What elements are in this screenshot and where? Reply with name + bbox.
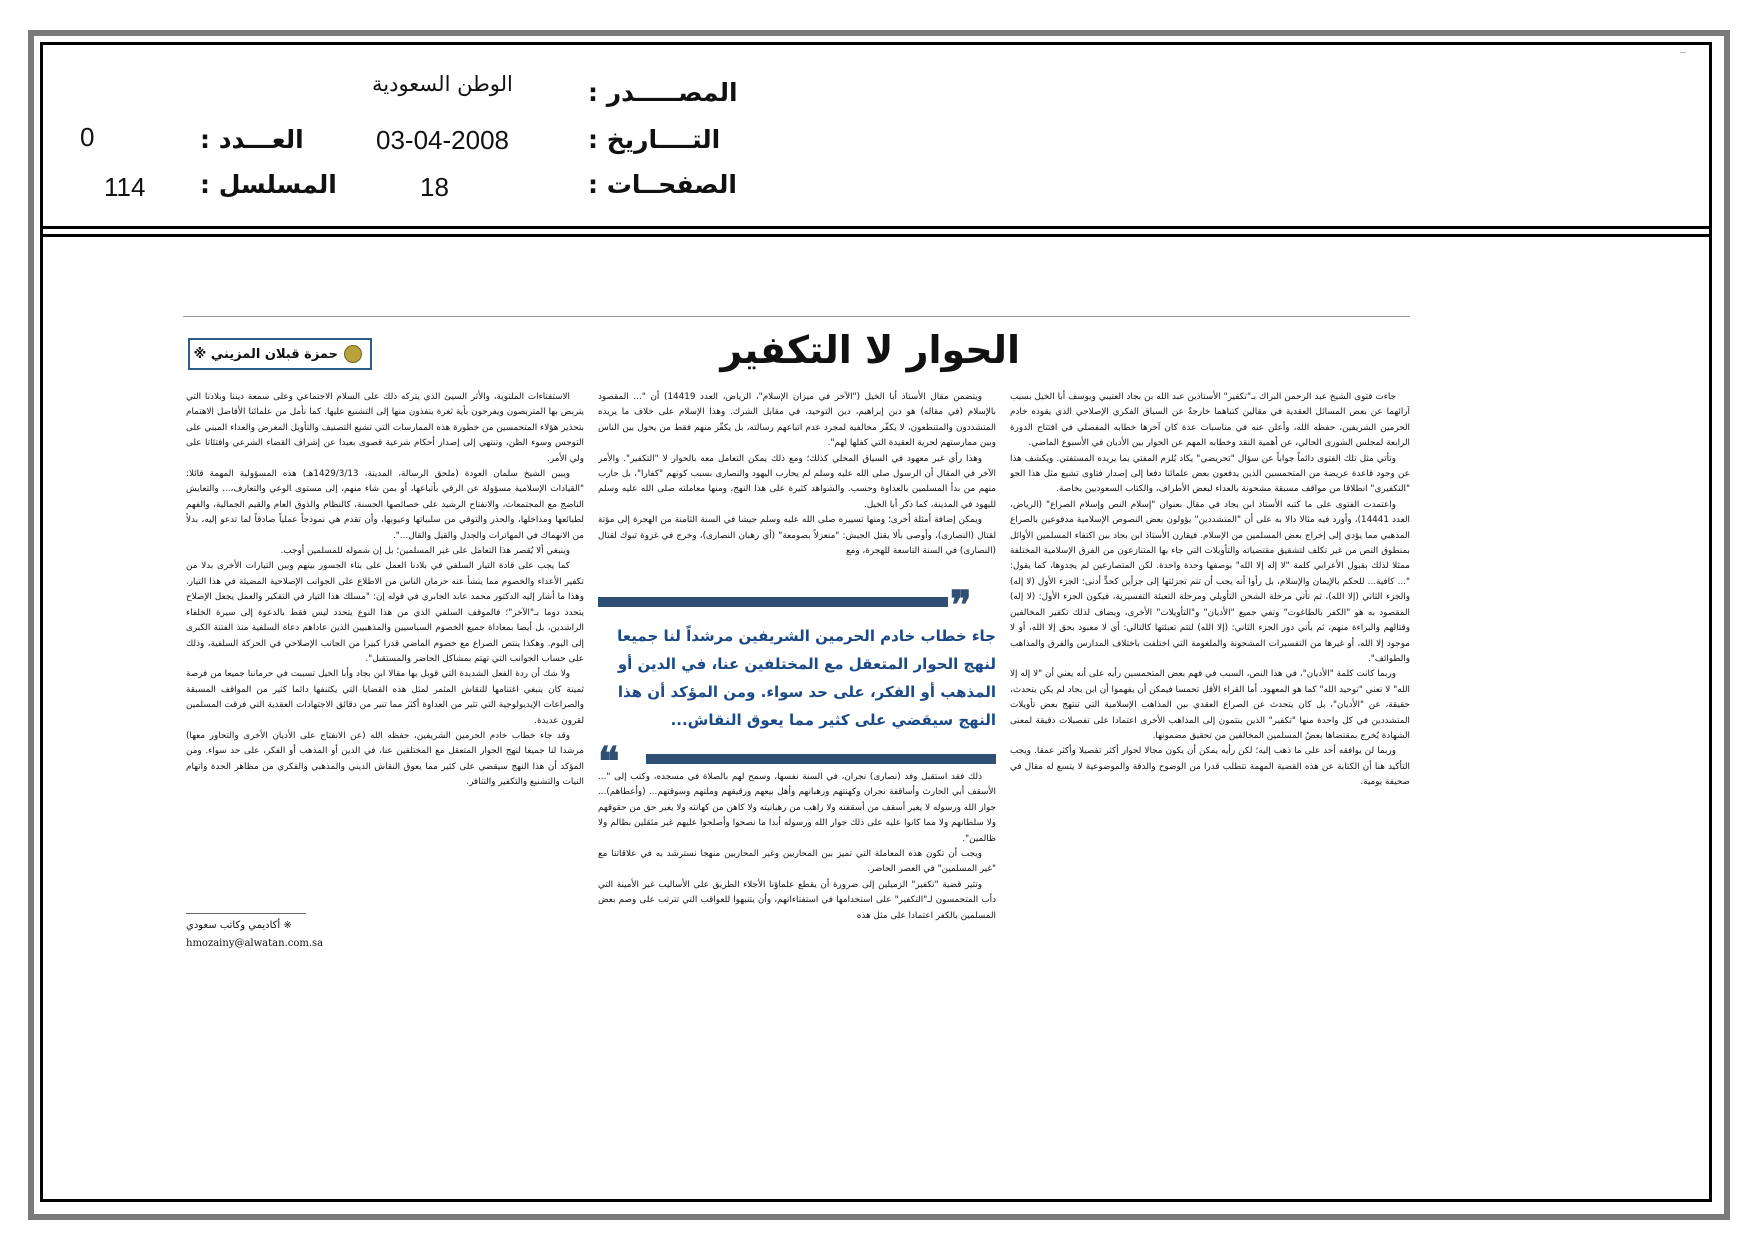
paragraph: ويتضمن مقال الأستاذ أبا الخيل ("الآخر في ميزان الإسلام"، الرياض، العدد 14419) أن "... المقصود بالإسلام (في مقاله) هو دين إبراهيم، دين التوحيد، في مقابل الشرك. وهذا الإسلام على خلاف ما يريده المتشددون والمتنطعون، لا يكفّر مخالفيه لمجرد عدم اتباعهم رسالته، بل يكفّر منهم فقط من يحول بين الناس وبين ممارستهم لحرية العقيدة التي كفلها لهم". — [598, 392, 996, 449]
paragraph: وربما كانت كلمة "الأديان"، في هذا النص، السبب في فهم بعض المتحمسين رأيه على أنه يعني أن "لا إله إلا الله" لا تعني "توحيد الله" كما هو المعهود. أما القراء الأقل تحمسا فيمكن أن يفهموا أن ابن بجاد لم يكن يتحدث، حقيقة، عن "الأديان"، بل كان يتحدث عن الصراع العقدي بين المذاهب الإسلامية التي تنتهج بعض تأويلات المتشددين في كل واحدة منها "تكفير" الذين ينتمون إلى المذاهب الأخرى اعتمادا على تفصيلات دقيقة لمعنى الشهادة يُخرج بمقتضاها بعضُ المسلمين المخالفين من تحقيق مضمونها. — [1010, 669, 1410, 741]
pages-value: 18 — [420, 172, 449, 202]
issue-label: العـــدد : — [200, 125, 304, 154]
article-column-middle-bottom — [598, 770, 996, 960]
pull-quote: جاء خطاب خادم الحرمين الشريفين مرشداً لنا جميعا لنهج الحوار المتعقل مع المختلفين عنا، في الدين أو المذهب أو الفكر، على حد سواء. ومن المؤكد أن هذا النهج سيقضي على كثير مما يعوق النقاش... — [617, 627, 996, 729]
paragraph: وقد جاء خطاب خادم الحرمين الشريفين، حفظه الله (عن الانفتاح على الأديان الأخرى والتحاور معها) مرشدا لنا جميعا لنهج الحوار المتعقل مع المختلفين عنا، في الدين أو المذهب أو الفكر، على حد سواء. ومن المؤكد أن هذا النهج سيقضي على كثير مما يعوق النقاش الديني والمذهبي والفكري من مظاهر الحدة واتهام النيات والتشنيع والتكفير والتنافر. — [186, 730, 584, 788]
quote-close-icon: ❝ — [598, 738, 620, 785]
paragraph: وهذا رأي غير معهود في السياق المحلي كذلك؛ ومع ذلك يمكن التعامل معه بالحوار لا "التكفير". والأمر الآخر في المقال أن الرسول صلى الله عليه وسلم لم يحارب اليهود والنصارى بسبب كونهم "كفارا"، بل حارب منهم من بدأ المسلمين بالعداوة وحسب. والشواهد كثيرة على هذا النهج، ومنها معاملته صلى الله عليه وسلم لليهود في المدينة، كما ذكر أبا الخيل. — [598, 453, 996, 510]
author-name: حمزة قبلان المزيني ※ — [193, 346, 338, 362]
paragraph: جاءت فتوى الشيخ عبد الرحمن البراك بـ"تكفير" الأستاذين عبد الله بن بجاد العتيبي ويوسف أبا الخيل بسبب آرائهما عن بعض المسائل العقدية في مقالين كتباهما خارجةً عن السياق الفكري الإصلاحي الذي يقوده خادم الحرمين الشريفين، حفظه الله، وأعلن عنه في مناسبات عدة كان آخرها خطابه المفصلي في افتتاح الدورة الرابعة لمجلس الشورى الحالي، عن أهمية النقد وخطابه المهم عن الحوار بين الأديان في الأسبوع الماضي. — [1010, 392, 1410, 449]
quote-open-icon: ❞ — [950, 582, 972, 629]
footnote-rule — [186, 913, 306, 914]
pull-quote-top-bar — [598, 597, 948, 607]
serial-value: 114 — [104, 172, 146, 202]
date-label: التــــاريخ : — [588, 125, 721, 154]
article-column-right — [1010, 390, 1410, 950]
author-logo-icon — [344, 345, 362, 363]
paragraph: وتثير قضية "تكفير" الزميلين إلى ضرورة أن يقطع علماؤنا الأجلاء الطريق على الأساليب غير الأمينة التي دأب المتحمسون لـ"التكفير" على استخدامها في استفتاءاتهم، وأن يتنبهوا للعواقب التي تترتب على وصم بعض المسلمين بالكفر اعتمادا على مثل هذه — [598, 879, 996, 921]
date-value: 03-04-2008 — [376, 125, 509, 155]
author-footnote: ※ أكاديمي وكاتب سعودي — [186, 920, 292, 931]
article-column-left — [186, 390, 584, 905]
issue-value: 0 — [80, 122, 95, 152]
paragraph: وينبغي ألا يُقصر هذا التعامل على غير المسلمين؛ بل إن شموله للمسلمين أوجب. — [280, 546, 570, 557]
header-separator-2 — [40, 234, 1712, 237]
article-column-middle-top — [598, 390, 996, 590]
paragraph: ولا شك أن ردة الفعل الشديدة التي قوبل بها مقالا ابن بجاد وأبا الخيل تسببت في حرماننا جميعا من فرصة ثمينة كان ينبغي اغتنامها للنقاش المثمر لمثل هذه القضايا التي يكتنفها دائما كثير من المواقف المسبقة والصراعات الإيديولوجية التي تثير من العداوة أكثر مما تنير من دقائق الاجتهادات العقدية التي فرقت المسلمين لقرون عديدة. — [186, 669, 584, 726]
corner-tick — [1680, 52, 1686, 53]
paragraph: ذلك فقد استقبل وفد (نصارى) نجران، في السنة نفسها، وسمح لهم بالصلاة في مسجده، وكتب إلى "... الأسقف أبي الحارث وأساقفة نجران وكهنتهم ورهبانهم وأهل بيعهم ورقيقهم وملتهم وسوقتهم... (وأعطاهم)... جوار الله ورسوله لا يغير أسقف من أسقفته ولا راهب من رهبانيته ولا كاهن من كهانته ولا يغير حق من حقوقهم ولا سلطانهم ولا مما كانوا عليه على ذلك جوار الله ورسوله أبدا ما نصحوا وأصلحوا عليهم غير مثقلين بظالم ولا ظالمين". — [598, 772, 996, 844]
pages-label: الصفحــات : — [588, 170, 737, 199]
header-separator — [40, 226, 1712, 229]
paragraph: وتأتي مثل تلك الفتوى دائماً جواباً عن سؤال "تحريضي" يكاد يُلزم المفتي بما يريده المستفتي. ويكشف هذا عن وجود قاعدة عريضة من المتحمسين الذين يدفعون بعض علمائنا دفعا إلى إصدار فتاوى تشيع مثل هذا الجو "التكفيري" انطلاقا من مواقف مسبقة مشحونة بالعداء لبعض الأطراف، والكتاب السعوديين بخاصة. — [1010, 453, 1410, 495]
source-label: المصـــــدر : — [588, 78, 738, 107]
paragraph: الاستفتاءات الملتوية، والأثر السيئ الذي يتركه ذلك على السلام الاجتماعي وعلى سمعة ديننا وبلادنا التي يتربص بها المتربصون ويفرحون بأية ثغرة ينفذون منها إلى التشنيع عليها. كما نأمل من علمائنا الأفاضل الاهتمام بتحذير هؤلاء المتحمسين من خطورة هذه الممارسات التي تشيع التصنيف والتأويل المغرض والعداء المبني على التوجس وسوء الظن، وتنتهي إلى إصدار أحكام شرعية قصوى بعيدا عن إشراف القضاء الشرعي وافتئاتا على ولي الأمر. — [186, 392, 584, 464]
paragraph: ويجب أن تكون هذه المعاملة التي تميز بين المحاربين وغير المحاربين منهجا نسترشد به في علاقاتنا مع "غير المسلمين" في العصر الحاضر. — [598, 849, 996, 875]
paragraph: ويمكن إضافة أمثلة أخرى؛ ومنها تسييره صلى الله عليه وسلم جيشا في السنة الثامنة من الهجرة إلى مؤتة لقتال (النصارى)، وأوصى بألا يقتل الجيش: "منعزلاً بصومعة" (أي رهبان النصارى)، وخرج في غزوة تبوك لقتال (النصارى) في السنة التاسعة للهجرة، ومع — [598, 515, 996, 557]
author-byline — [188, 338, 372, 370]
paragraph: واعتمدت الفتوى على ما كتبه الأستاذ ابن بجاد في مقال بعنوان "إسلام النص وإسلام الصراع" (الرياض، العدد 14441)، وأورد فيه مثالا دالا به على أن "المتشددين" يؤولون بعض النصوص الإسلامية مدفوعين بالصراع المذهبي مما يؤدي إلى إخراج بعض المسلمين من الإسلام. فيقارن الأستاذ ابن بجاد بين اكتفاء المسلمين الأوائل بمنطوق النص من غير تكلف لتشقيق مقتضياته والتأويلات التي جاء بها المتنازعون من الفرق الإسلامية المختلفة ممثلا لذلك بقبول الأعرابي كلمة "لا إله إلا الله" بوصفها وحدة واحدة. لكن المتصارعين لم يجدوها، كما يقول: "... كافية... للحكم بالإيمان والإسلام، بل رأوا أنه يجب أن تتم تجزئتها إلى جزأين كحدٍّ أدنى: الجزء الأول (لا إله) والجزء الثاني (إلا الله)، ثم تأتي مرحلة الشحن التأويلي ومرحلة التعبئة التفسيرية، فيكون الجزء الأول: (لا إله) المقصود به هو "الكفر بالطاغوت" وتفي جميع "الأديان" و"التأويلات" الأخرى، ويضاف لذلك تكفير المخالفين وقتالهم والبراءة منهم، ثم يأتي دور الجزء الثاني: (إلا الله) لتتم تعبئتها كالتالي: أي لا معبود بحق إلا الله، أو لا موجود إلا الله، أو غيرها من التفسيرات المشحونة والملغومة التي اختلفت باختلاف المدارس والفرق والمذاهب والطوائف". — [1010, 499, 1410, 664]
serial-label: المسلسل : — [200, 170, 337, 199]
article-top-rule — [183, 316, 1410, 317]
paragraph: وربما لن يوافقه أحد على ما ذهب إليه؛ لكن رأيه يمكن أن يكون مجالا لحوار أكثر تفصيلا وأكثر عمقا. ويجب التأكيد هنا أن الكتابة عن هذه القضية المهمة تتطلب قدرا من الوضوح والدقة والموضوعية لا يتسع له مقال في صحيفة يومية. — [1010, 746, 1410, 788]
author-email[interactable]: hmozainy@alwatan.com.sa — [186, 938, 324, 949]
paragraph: ويبين الشيخ سلمان العودة (ملحق الرسالة، المدينة، 1429/3/13هـ) هذه المسؤولية المهمة قائلا: "القيادات الإسلامية مسؤولة عن الرقي بأتباعها، أو بمن شاء منهم، إلى مستوى الوعي والتعارف،... والتعايش الناضج مع المجتمعات، والانفتاح الرشيد على خصائصها الحسنة، كالنظام والذوق العام والقيم الجمالية، والفهم لطبائعها ومداخلها، والحذر والتوقي من سلبياتها وعيوبها، وأن تقدم هي نموذجاً عملياً صادقاً لما تدعو إليه، بدلاً من الانهماك في المهاترات والجدل والقيل والقال...". — [186, 469, 584, 541]
source-value: الوطن السعودية — [372, 72, 513, 96]
pull-quote-bottom-bar — [646, 754, 996, 764]
article-headline: الحوار لا التكفير — [720, 328, 1020, 372]
paragraph: كما يجب على قادة التيار السلفي في بلادنا العمل على بناء الجسور بينهم وبين التيارات الأخرى بدلا من تكفير الأعداء والخصوم مما ينشأ عنه حرمان الناس من الاطلاع على الجوانب الإصلاحية المضيئة في هذا التيار. وهذا ما أشار إليه الدكتور محمد عابد الجابري في قوله إن: "مسلك هذا التيار في التفكير والعمل يجعل الإصلاح يتحدد دوما بـ"الآخر"؛ فالموقف السلفي الذي من هذا النوع يتحدد ليس فقط بالدعوة إلى سيرة الخلفاء الراشدين، بل أيضا بمعاداة جميع الخصوم السياسيين والمذهبيين الذين عاداهم دعاة السلفية منذ الفتنة الكبرى إلى اليوم. وهكذا ينتص الصراع مع خصوم الماضي قدرا كبيرا من الجانب الإصلاحي في الحركة السلفية، وذلك على حساب الجوانب التي تهتم بمشاكل الحاضر والمستقبل". — [186, 561, 584, 664]
